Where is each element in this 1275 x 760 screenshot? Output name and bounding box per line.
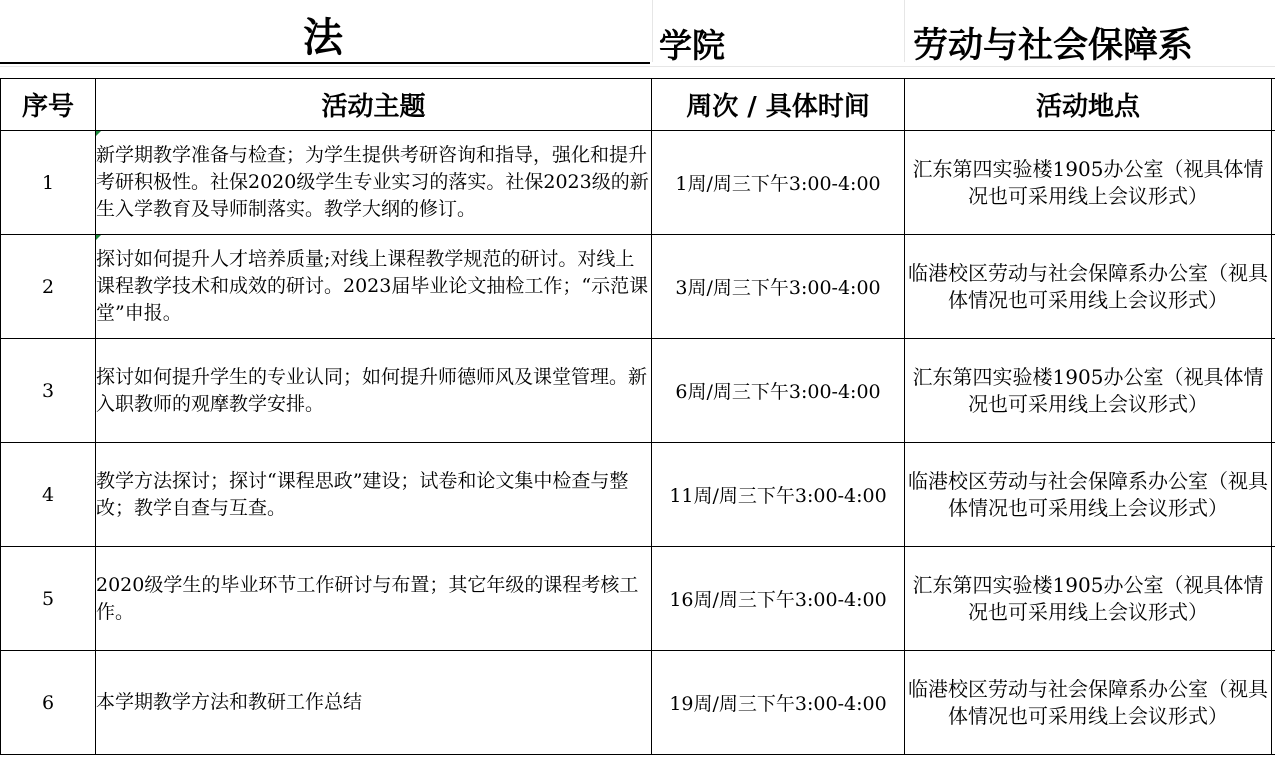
cell-time[interactable]: 16周/周三下午3:00-4:00 bbox=[652, 547, 905, 651]
cell-time[interactable]: 1周/周三下午3:00-4:00 bbox=[652, 131, 905, 235]
title-cell-xueyuan[interactable] bbox=[652, 0, 905, 65]
table-row bbox=[1, 235, 1275, 339]
cell-location[interactable]: 临港校区劳动与社会保障系办公室（视具体情况也可采用线上会议形式） bbox=[905, 651, 1272, 755]
cell-no[interactable]: 4 bbox=[1, 443, 96, 547]
cell-location[interactable]: 临港校区劳动与社会保障系办公室（视具体情况也可采用线上会议形式） bbox=[905, 235, 1272, 339]
cell-extra[interactable] bbox=[1272, 547, 1275, 651]
cell-no[interactable]: 2 bbox=[1, 235, 96, 339]
cell-topic[interactable]: 2020级学生的毕业环节工作研讨与布置；其它年级的课程考核工作。 bbox=[96, 547, 652, 651]
title-department: 劳动与社会保障系 bbox=[913, 25, 1194, 66]
cell-location[interactable]: 汇东第四实验楼1905办公室（视具体情况也可采用线上会议形式） bbox=[905, 339, 1272, 443]
cell-location[interactable]: 临港校区劳动与社会保障系办公室（视具体情况也可采用线上会议形式） bbox=[905, 443, 1272, 547]
cell-extra[interactable] bbox=[1272, 339, 1275, 443]
cell-extra[interactable] bbox=[1272, 235, 1275, 339]
table-row bbox=[1, 547, 1275, 651]
title-xueyuan: 学院 bbox=[659, 26, 725, 65]
cell-extra[interactable] bbox=[1272, 651, 1275, 755]
cell-topic[interactable] bbox=[96, 131, 652, 235]
header-location[interactable]: 活动地点 bbox=[905, 79, 1272, 131]
title-fa: 法 bbox=[303, 14, 343, 61]
cell-no[interactable]: 3 bbox=[1, 339, 96, 443]
cell-no[interactable]: 5 bbox=[1, 547, 96, 651]
table-row bbox=[1, 651, 1275, 755]
cell-extra[interactable] bbox=[1272, 443, 1275, 547]
comment-marker-icon bbox=[96, 131, 101, 136]
comment-marker-icon bbox=[96, 235, 101, 240]
table-row bbox=[1, 443, 1275, 547]
cell-time[interactable]: 6周/周三下午3:00-4:00 bbox=[652, 339, 905, 443]
cell-location[interactable]: 汇东第四实验楼1905办公室（视具体情况也可采用线上会议形式） bbox=[905, 547, 1272, 651]
header-no[interactable]: 序号 bbox=[1, 79, 96, 131]
cell-topic-text: 新学期教学准备与检查；为学生提供考研咨询和指导，强化和提升考研积极性。社保2020级学生专业实习的落实。社保2023级的新生入学教育及导师制落实。教学大纲的修订。 bbox=[96, 144, 649, 220]
header-row bbox=[1, 79, 1275, 131]
cell-topic[interactable] bbox=[96, 235, 652, 339]
cell-no[interactable]: 6 bbox=[1, 651, 96, 755]
cell-no[interactable]: 1 bbox=[1, 131, 96, 235]
cell-extra[interactable] bbox=[1272, 131, 1275, 235]
title-cell-fa[interactable] bbox=[0, 0, 650, 64]
table-row bbox=[1, 131, 1275, 235]
header-topic[interactable]: 活动主题 bbox=[96, 79, 652, 131]
title-cell-department[interactable] bbox=[904, 0, 1275, 66]
title-row bbox=[0, 0, 1275, 78]
cell-topic-text: 探讨如何提升人才培养质量;对线上课程教学规范的研讨。对线上课程教学技术和成效的研讨。2023届毕业论文抽检工作；“示范课堂”申报。 bbox=[96, 248, 649, 324]
header-extra-cell[interactable] bbox=[1272, 79, 1275, 131]
header-time[interactable]: 周次 / 具体时间 bbox=[652, 79, 905, 131]
cell-topic[interactable]: 本学期教学方法和教研工作总结 bbox=[96, 651, 652, 755]
cell-time[interactable]: 3周/周三下午3:00-4:00 bbox=[652, 235, 905, 339]
cell-time[interactable]: 11周/周三下午3:00-4:00 bbox=[652, 443, 905, 547]
table-row bbox=[1, 339, 1275, 443]
activity-table bbox=[0, 78, 1275, 755]
cell-topic[interactable]: 探讨如何提升学生的专业认同；如何提升师德师风及课堂管理。新入职教师的观摩教学安排。 bbox=[96, 339, 652, 443]
cell-topic[interactable]: 教学方法探讨；探讨“课程思政”建设；试卷和论文集中检查与整改；教学自查与互查。 bbox=[96, 443, 652, 547]
cell-location[interactable]: 汇东第四实验楼1905办公室（视具体情况也可采用线上会议形式） bbox=[905, 131, 1272, 235]
gridline bbox=[0, 66, 1275, 67]
cell-time[interactable]: 19周/周三下午3:00-4:00 bbox=[652, 651, 905, 755]
